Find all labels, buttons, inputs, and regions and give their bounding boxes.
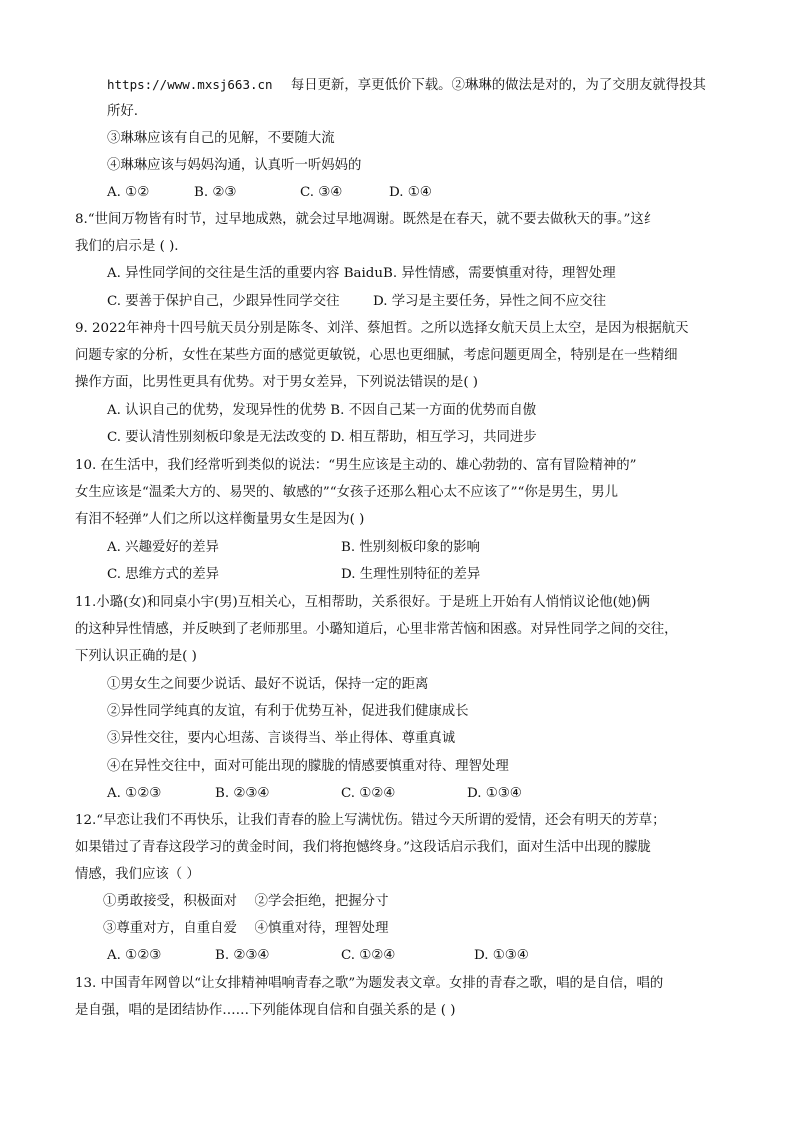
q8-choice-d: D. 学习是主要任务，异性之间不应交往 [373,294,607,309]
q12-options-1-2: ①勇敢接受，积极面对 ②学会拒绝，把握分寸 [103,894,389,909]
q7-choice-c: C. ③④ [300,185,343,200]
q8-choice-a-b: A. 异性同学间的交往是生活的重要内容 BaiduB. 异性情感，需要慎重对待，理智处理 [107,266,616,281]
q13-stem-line2: 是自强，唱的是团结协作……下列能体现自信和自强关系的是 ( ) [75,1003,456,1018]
q11-choice-b: B. ②③④ [215,786,270,801]
q11-choice-d: D. ①③④ [467,786,522,801]
q12-choice-c: C. ①②④ [341,948,396,963]
q11-option1: ①男女生之间要少说话、最好不说话，保持一定的距离 [107,677,429,692]
q10-stem-line2: 女生应该是“温柔大方的、易哭的、敏感的”“女孩子还那么粗心太不应该了”“你是男生，男儿 [75,485,619,500]
q11-option4: ④在异性交往中，面对可能出现的朦胧的情感要慎重对待、理智处理 [107,759,509,774]
q11-option2: ②异性同学纯真的友谊，有利于优势互补，促进我们健康成长 [107,704,469,719]
q10-choice-a: A. 兴趣爱好的差异 [107,540,219,555]
header-notice: 每日更新，享更低价下载。②琳琳的做法是对的，为了交朋友就得投其 [290,78,706,93]
q8-stem-line2: 我们的启示是 ( ). [75,239,179,254]
q7-option2-continuation: 所好. [107,104,139,119]
source-url[interactable]: https://www.mxsj663.cn [107,77,273,92]
q11-stem-line3: 下列认识正确的是( ) [75,649,197,664]
q11-stem-line2: 的这种异性情感，并反映到了老师那里。小璐知道后，心里非常苦恼和困惑。对异性同学之间的交往， [75,622,678,637]
q7-option4: ④琳琳应该与妈妈沟通，认真听一听妈妈的 [107,158,362,173]
q12-stem-line1: 12.“早恋让我们不再快乐，让我们青春的脸上写满忧伤。错过今天所谓的爱情，还会有明天的芳草； [75,813,666,828]
q9-choices-cd: C. 要认清性别刻板印象是无法改变的 D. 相互帮助，相互学习，共同进步 [107,430,537,445]
q8-stem-line1: 8.“世间万物皆有时节，过早地成熟，就会过早地凋谢。既然是在春天，就不要去做秋天的事。”这纟 [75,212,658,227]
q11-choice-c: C. ①②④ [341,786,396,801]
q9-choices-ab: A. 认识自己的优势，发现异性的优势 B. 不因自己某一方面的优势而自傲 [107,403,537,418]
q8-choice-c: C. 要善于保护自己，少跟异性同学交往 [107,294,340,309]
q7-choice-d: D. ①④ [389,185,432,200]
q11-stem-line1: 11.小璐(女)和同桌小宇(男)互相关心，互相帮助，关系很好。于是班上开始有人悄悄议论他(她)俩 [75,595,650,610]
q7-option3: ③琳琳应该有自己的见解，不要随大流 [107,131,335,146]
q12-stem-line2: 如果错过了青春这段学习的黄金时间，我们将抱憾终身。”这段话启示我们，面对生活中出现的朦胧 [75,840,651,855]
q12-choice-a: A. ①②③ [107,948,162,963]
q9-stem-line3: 操作方面，比男性更具有优势。对于男女差异，下列说法错误的是( ) [75,375,479,390]
q12-options-3-4: ③尊重对方，自重自爱 ④慎重对待，理智处理 [103,921,389,936]
q10-choice-d: D. 生理性别特征的差异 [341,567,481,582]
q9-stem-line1: 9. 2022年神舟十四号航天员分别是陈冬、刘洋、蔡旭哲。之所以选择女航天员上太空，是因为根据航天 [75,321,689,336]
q12-choice-d: D. ①③④ [474,948,529,963]
q12-stem-line3: 情感，我们应该（ ） [75,867,200,882]
q7-choice-a: A. ①② [107,185,150,200]
q12-choice-b: B. ②③④ [215,948,270,963]
q13-stem-line1: 13. 中国青年网曾以“让女排精神唱响青春之歌”为题发表文章。女排的青春之歌，唱的是自信，唱的 [75,976,664,991]
q9-stem-line2: 问题专家的分析，女性在某些方面的感觉更敏锐，心思也更细腻，考虑问题更周全，特别是在一些精细 [75,348,678,363]
q10-choice-b: B. 性别刻板印象的影响 [341,540,480,555]
q11-choice-a: A. ①②③ [107,786,162,801]
q10-stem-line3: 有泪不轻弹”人们之所以这样衡量男女生是因为( ) [75,512,365,527]
q10-choice-c: C. 思维方式的差异 [107,567,220,582]
header-line [107,75,706,96]
q7-choice-b: B. ②③ [194,185,237,200]
q10-stem-line1: 10. 在生活中，我们经常听到类似的说法：“男生应该是主动的、雄心勃勃的、富有冒险精神的” [75,458,637,473]
q11-option3: ③异性交往，要内心坦荡、言谈得当、举止得体、尊重真诚 [107,731,456,746]
